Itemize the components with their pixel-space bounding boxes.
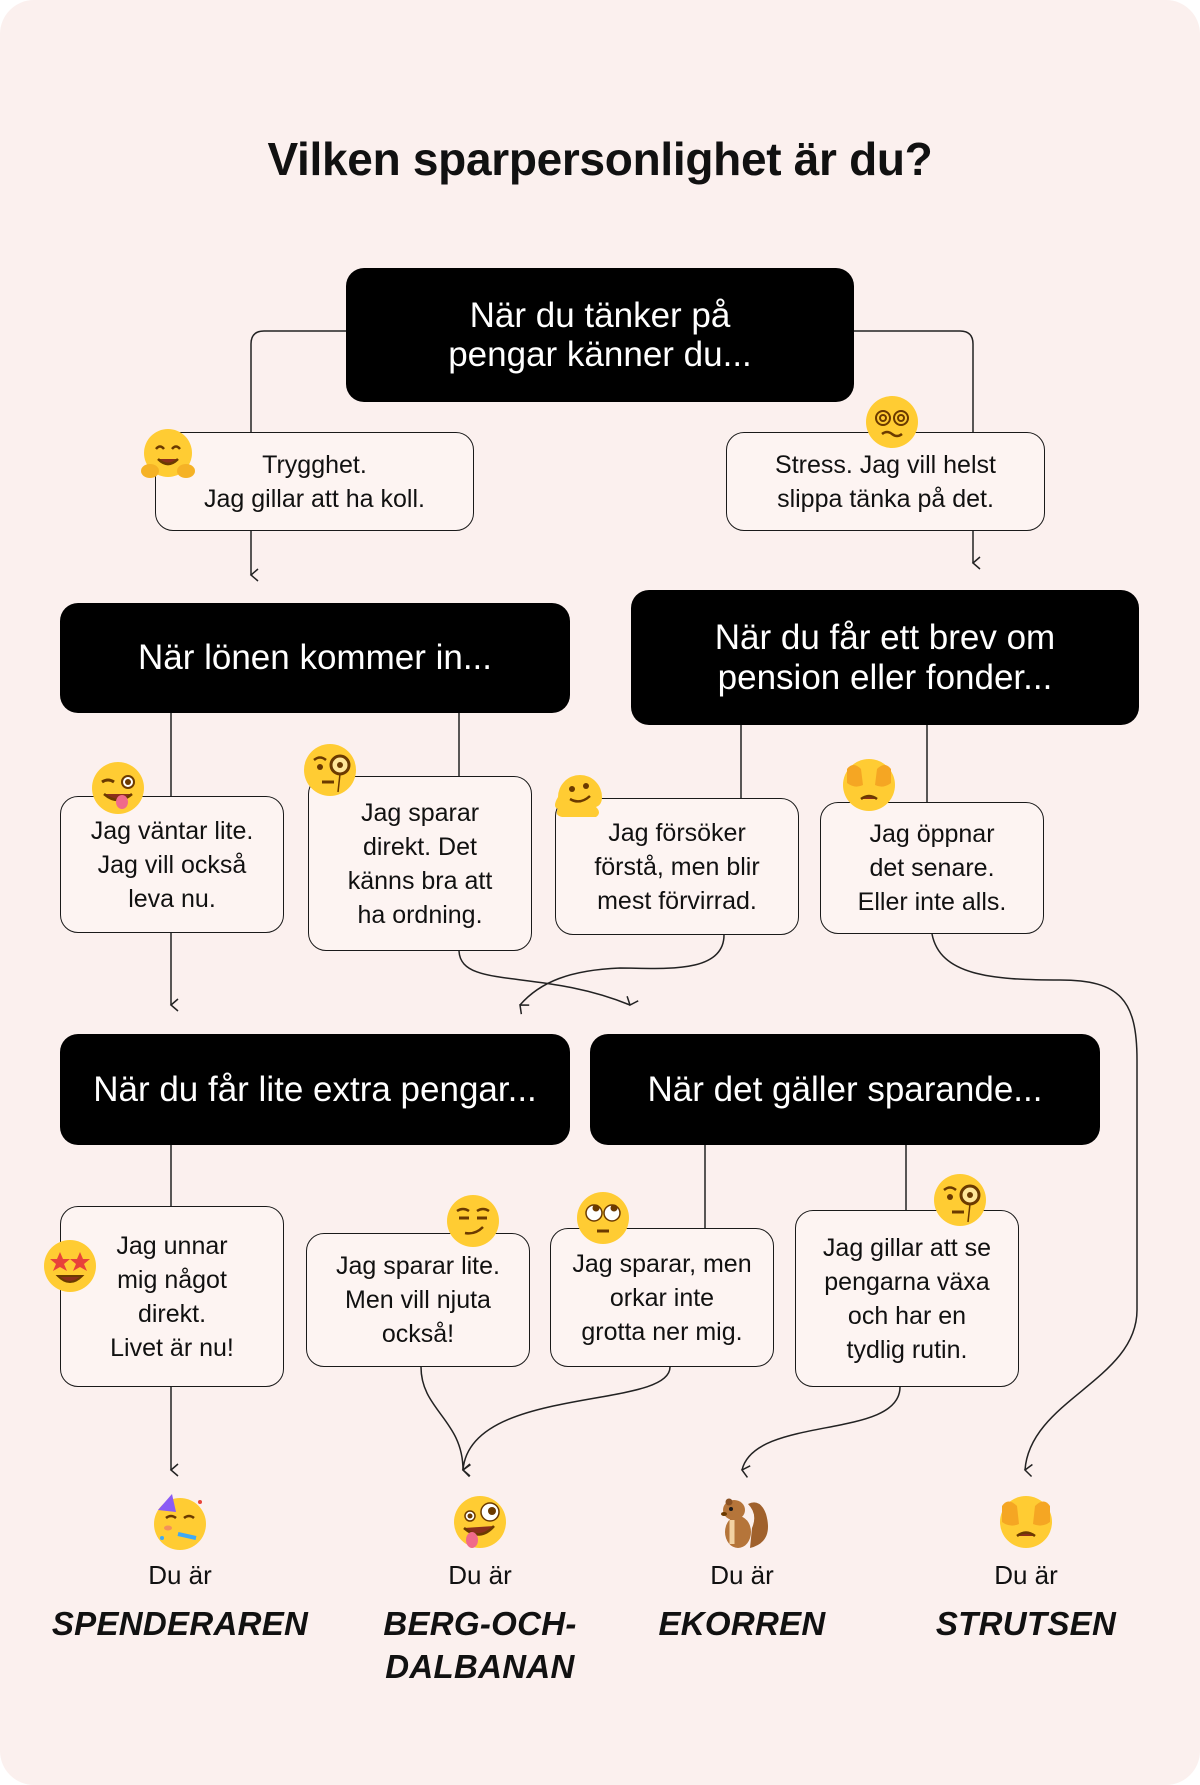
winking-face-with-tongue-icon: [88, 758, 148, 818]
zany-face-icon: [448, 1490, 512, 1554]
star-struck-icon: [40, 1236, 100, 1296]
result-name: EKORREN: [658, 1605, 826, 1642]
face-with-rolling-eyes-icon: [573, 1188, 633, 1248]
answer-wait-a-bit: Jag väntar lite. Jag vill också leva nu.: [60, 796, 284, 933]
result-prefix: Du är: [148, 1560, 212, 1590]
answer-save-a-little: Jag sparar lite. Men vill njuta också!: [306, 1233, 530, 1367]
result-name: BERG-OCH- DALBANAN: [383, 1605, 577, 1685]
result-ekorren: [592, 1490, 892, 1646]
question-extra-money: När du får lite extra pengar...: [60, 1034, 570, 1145]
answer-treat-myself: Jag unnar mig något direkt. Livet är nu!: [60, 1206, 284, 1387]
result-berg-och-dalbanan: [330, 1490, 630, 1689]
face-with-monocle-icon: [930, 1170, 990, 1230]
result-prefix: Du är: [710, 1560, 774, 1590]
smirking-face-icon: [443, 1191, 503, 1251]
chipmunk-icon: [710, 1490, 774, 1554]
question-pension-letter: När du får ett brev om pension eller fonder...: [631, 590, 1139, 725]
answer-confused: Jag försöker förstå, men blir mest förvirrad.: [555, 798, 799, 935]
result-spenderaren: [30, 1490, 330, 1646]
question-salary: När lönen kommer in...: [60, 603, 570, 713]
answer-save-directly: Jag sparar direkt. Det känns bra att ha ordning.: [308, 776, 532, 951]
question-money-feeling: När du tänker på pengar känner du...: [346, 268, 854, 402]
answer-clear-routine: Jag gillar att se pengarna växa och har en tydlig rutin.: [795, 1210, 1019, 1387]
answer-save-no-deep-dive: Jag sparar, men orkar inte grotta ner mig.: [550, 1228, 774, 1367]
answer-open-later: Jag öppnar det senare. Eller inte alls.: [820, 802, 1044, 934]
result-name: STRUTSEN: [935, 1605, 1117, 1642]
melting-face-icon: [550, 763, 610, 823]
question-saving: När det gäller sparande...: [590, 1034, 1100, 1145]
result-strutsen: [876, 1490, 1176, 1646]
result-name: SPENDERAREN: [51, 1605, 309, 1642]
hugging-face-icon: [138, 425, 198, 485]
answer-security: Trygghet. Jag gillar att ha koll.: [155, 432, 474, 531]
partying-face-icon: [148, 1490, 212, 1554]
face-with-monocle-icon: [300, 740, 360, 800]
result-prefix: Du är: [994, 1560, 1058, 1590]
face-with-hands-over-eyes-icon: [839, 755, 899, 815]
answer-stress: Stress. Jag vill helst slippa tänka på det.: [726, 432, 1045, 531]
result-prefix: Du är: [448, 1560, 512, 1590]
dizzy-face-icon: [862, 392, 922, 452]
page-title: Vilken sparpersonlighet är du?: [267, 133, 933, 185]
face-with-hands-over-eyes-icon: [994, 1490, 1058, 1554]
